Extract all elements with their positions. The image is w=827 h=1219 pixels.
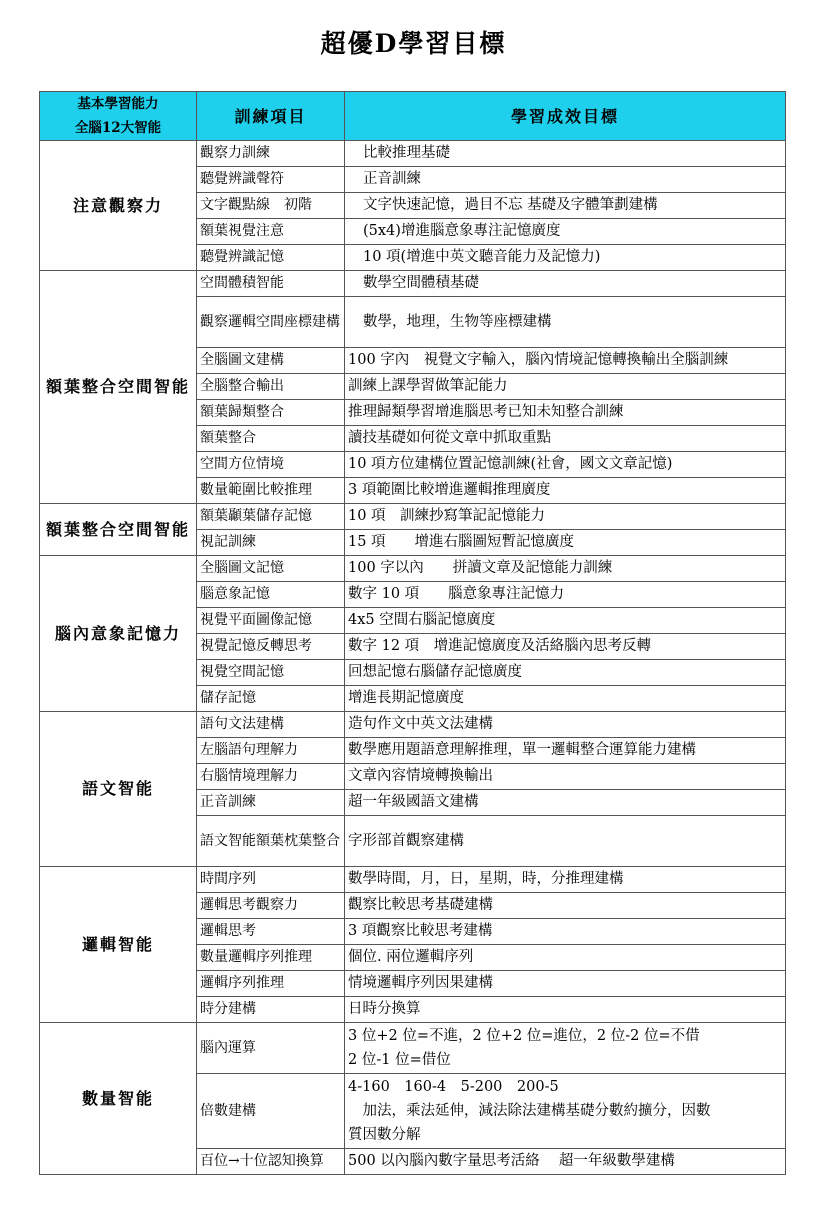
training-item-cell: 儲存記憶 xyxy=(197,686,345,712)
category-cell: 額葉整合空間智能 xyxy=(40,271,197,504)
learning-goal-cell xyxy=(345,1074,786,1149)
training-item-cell: 視覺平面圖像記憶 xyxy=(197,608,345,634)
training-item-cell: 數量範圍比較推理 xyxy=(197,478,345,504)
learning-goal-cell: 數字 10 項 腦意象專注記憶力 xyxy=(345,582,786,608)
training-item-cell: 時間序列 xyxy=(197,867,345,893)
page-title: 超優D學習目標 xyxy=(320,29,507,58)
category-cell: 邏輯智能 xyxy=(40,867,197,1023)
learning-goal-line: 3 位+2 位=不進，2 位+2 位=進位，2 位-2 位=不借 xyxy=(348,1028,700,1044)
training-item-cell: 數量邏輯序列推理 xyxy=(197,945,345,971)
training-item-cell: 觀察力訓練 xyxy=(197,141,345,167)
learning-goal-cell: 情境邏輯序列因果建構 xyxy=(345,971,786,997)
learning-goal-cell: 15 項 增進右腦圖短暫記憶廣度 xyxy=(345,530,786,556)
training-item-cell: 語文智能額葉枕葉整合 xyxy=(197,816,345,867)
learning-goal-cell: 個位. 兩位邏輯序列 xyxy=(345,945,786,971)
table-row xyxy=(40,712,786,738)
learning-goal-cell: 數學，地理，生物等座標建構 xyxy=(345,297,786,348)
header-basic-ability-line1: 基本學習能力 xyxy=(77,96,159,112)
learning-goal-line: 質因數分解 xyxy=(348,1127,421,1143)
training-item-cell: 全腦圖文建構 xyxy=(197,348,345,374)
training-item-cell: 時分建構 xyxy=(197,997,345,1023)
learning-goal-cell: 4x5 空間右腦記憶廣度 xyxy=(345,608,786,634)
learning-goal-cell: 數學時間，月，日，星期，時，分推理建構 xyxy=(345,867,786,893)
table-row xyxy=(40,271,786,297)
learning-goal-cell: 增進長期記憶廣度 xyxy=(345,686,786,712)
learning-goal-cell: 3 項觀察比較思考建構 xyxy=(345,919,786,945)
table-row xyxy=(40,867,786,893)
training-item-cell: 視覺記憶反轉思考 xyxy=(197,634,345,660)
training-item-cell: 腦內運算 xyxy=(197,1023,345,1074)
training-item-cell: 額葉視覺注意 xyxy=(197,219,345,245)
learning-goal-cell: 10 項(增進中英文聽音能力及記憶力) xyxy=(345,245,786,271)
category-cell: 數量智能 xyxy=(40,1023,197,1175)
learning-goal-cell: 讀技基礎如何從文章中抓取重點 xyxy=(345,426,786,452)
category-cell: 注意觀察力 xyxy=(40,141,197,271)
training-item-cell: 空間體積智能 xyxy=(197,271,345,297)
table-row xyxy=(40,556,786,582)
learning-goal-cell: 超一年級國語文建構 xyxy=(345,790,786,816)
learning-goals-table xyxy=(39,91,786,1175)
learning-goal-cell: 文字快速記憶，過目不忘 基礎及字體筆劃建構 xyxy=(345,193,786,219)
learning-goal-cell: 日時分換算 xyxy=(345,997,786,1023)
learning-goal-cell: 數學應用題語意理解推理，單一邏輯整合運算能力建構 xyxy=(345,738,786,764)
learning-goal-cell: 回想記憶右腦儲存記憶廣度 xyxy=(345,660,786,686)
training-item-cell: 全腦圖文記憶 xyxy=(197,556,345,582)
training-item-cell: 左腦語句理解力 xyxy=(197,738,345,764)
learning-goal-cell: 造句作文中英文法建構 xyxy=(345,712,786,738)
learning-goal-line: 加法，乘法延伸，減法除法建構基礎分數約擴分，因數 xyxy=(348,1103,711,1119)
learning-goal-cell: 正音訓練 xyxy=(345,167,786,193)
learning-goal-cell: 數學空間體積基礎 xyxy=(345,271,786,297)
learning-goal-cell: 文章內容情境轉換輸出 xyxy=(345,764,786,790)
header-learning-goal: 學習成效目標 xyxy=(345,92,786,141)
learning-goal-cell: 數字 12 項 增進記憶廣度及活絡腦內思考反轉 xyxy=(345,634,786,660)
table-body xyxy=(40,141,786,1175)
training-item-cell: 觀察邏輯空間座標建構 xyxy=(197,297,345,348)
training-item-cell: 聽覺辨識聲符 xyxy=(197,167,345,193)
learning-goal-cell: 10 項 訓練抄寫筆記記憶能力 xyxy=(345,504,786,530)
training-item-cell: 聽覺辨識記憶 xyxy=(197,245,345,271)
category-cell: 語文智能 xyxy=(40,712,197,867)
training-item-cell: 倍數建構 xyxy=(197,1074,345,1149)
training-item-cell: 正音訓練 xyxy=(197,790,345,816)
learning-goal-cell: 10 項方位建構位置記憶訓練(社會，國文文章記憶) xyxy=(345,452,786,478)
learning-goal-line: 2 位-1 位=借位 xyxy=(348,1052,451,1068)
header-basic-ability xyxy=(40,92,197,141)
category-cell: 腦內意象記憶力 xyxy=(40,556,197,712)
learning-goal-line: 4-160 160-4 5-200 200-5 xyxy=(348,1079,559,1095)
training-item-cell: 視覺空間記憶 xyxy=(197,660,345,686)
header-training-item: 訓練項目 xyxy=(197,92,345,141)
training-item-cell: 語句文法建構 xyxy=(197,712,345,738)
training-item-cell: 邏輯序列推理 xyxy=(197,971,345,997)
training-item-cell: 視記訓練 xyxy=(197,530,345,556)
learning-goal-cell: 字形部首觀察建構 xyxy=(345,816,786,867)
training-item-cell: 邏輯思考觀察力 xyxy=(197,893,345,919)
learning-goal-cell: 訓練上課學習做筆記能力 xyxy=(345,374,786,400)
learning-goal-cell: 500 以內腦內數字量思考活絡 超一年級數學建構 xyxy=(345,1149,786,1175)
learning-goal-cell: 100 字內 視覺文字輸入，腦內情境記憶轉換輸出全腦訓練 xyxy=(345,348,786,374)
learning-goal-cell: 3 項範圍比較增進邏輯推理廣度 xyxy=(345,478,786,504)
training-item-cell: 空間方位情境 xyxy=(197,452,345,478)
training-item-cell: 百位→十位認知換算 xyxy=(197,1149,345,1175)
learning-goal-cell: 比較推理基礎 xyxy=(345,141,786,167)
training-item-cell: 額葉歸類整合 xyxy=(197,400,345,426)
training-item-cell: 額葉顳葉儲存記憶 xyxy=(197,504,345,530)
training-item-cell: 腦意象記憶 xyxy=(197,582,345,608)
table-row xyxy=(40,1023,786,1074)
table-row xyxy=(40,141,786,167)
learning-goal-cell: 觀察比較思考基礎建構 xyxy=(345,893,786,919)
learning-goal-cell: 100 字以內 拼讀文章及記憶能力訓練 xyxy=(345,556,786,582)
training-item-cell: 右腦情境理解力 xyxy=(197,764,345,790)
learning-goal-cell: (5x4)增進腦意象專注記憶廣度 xyxy=(345,219,786,245)
training-item-cell: 文字觀點線 初階 xyxy=(197,193,345,219)
header-basic-ability-line2: 全腦12大智能 xyxy=(74,120,162,136)
training-item-cell: 全腦整合輸出 xyxy=(197,374,345,400)
learning-goal-cell: 推理歸類學習增進腦思考已知未知整合訓練 xyxy=(345,400,786,426)
training-item-cell: 額葉整合 xyxy=(197,426,345,452)
learning-goal-cell xyxy=(345,1023,786,1074)
training-item-cell: 邏輯思考 xyxy=(197,919,345,945)
category-cell: 額葉整合空間智能 xyxy=(40,504,197,556)
table-row xyxy=(40,504,786,530)
